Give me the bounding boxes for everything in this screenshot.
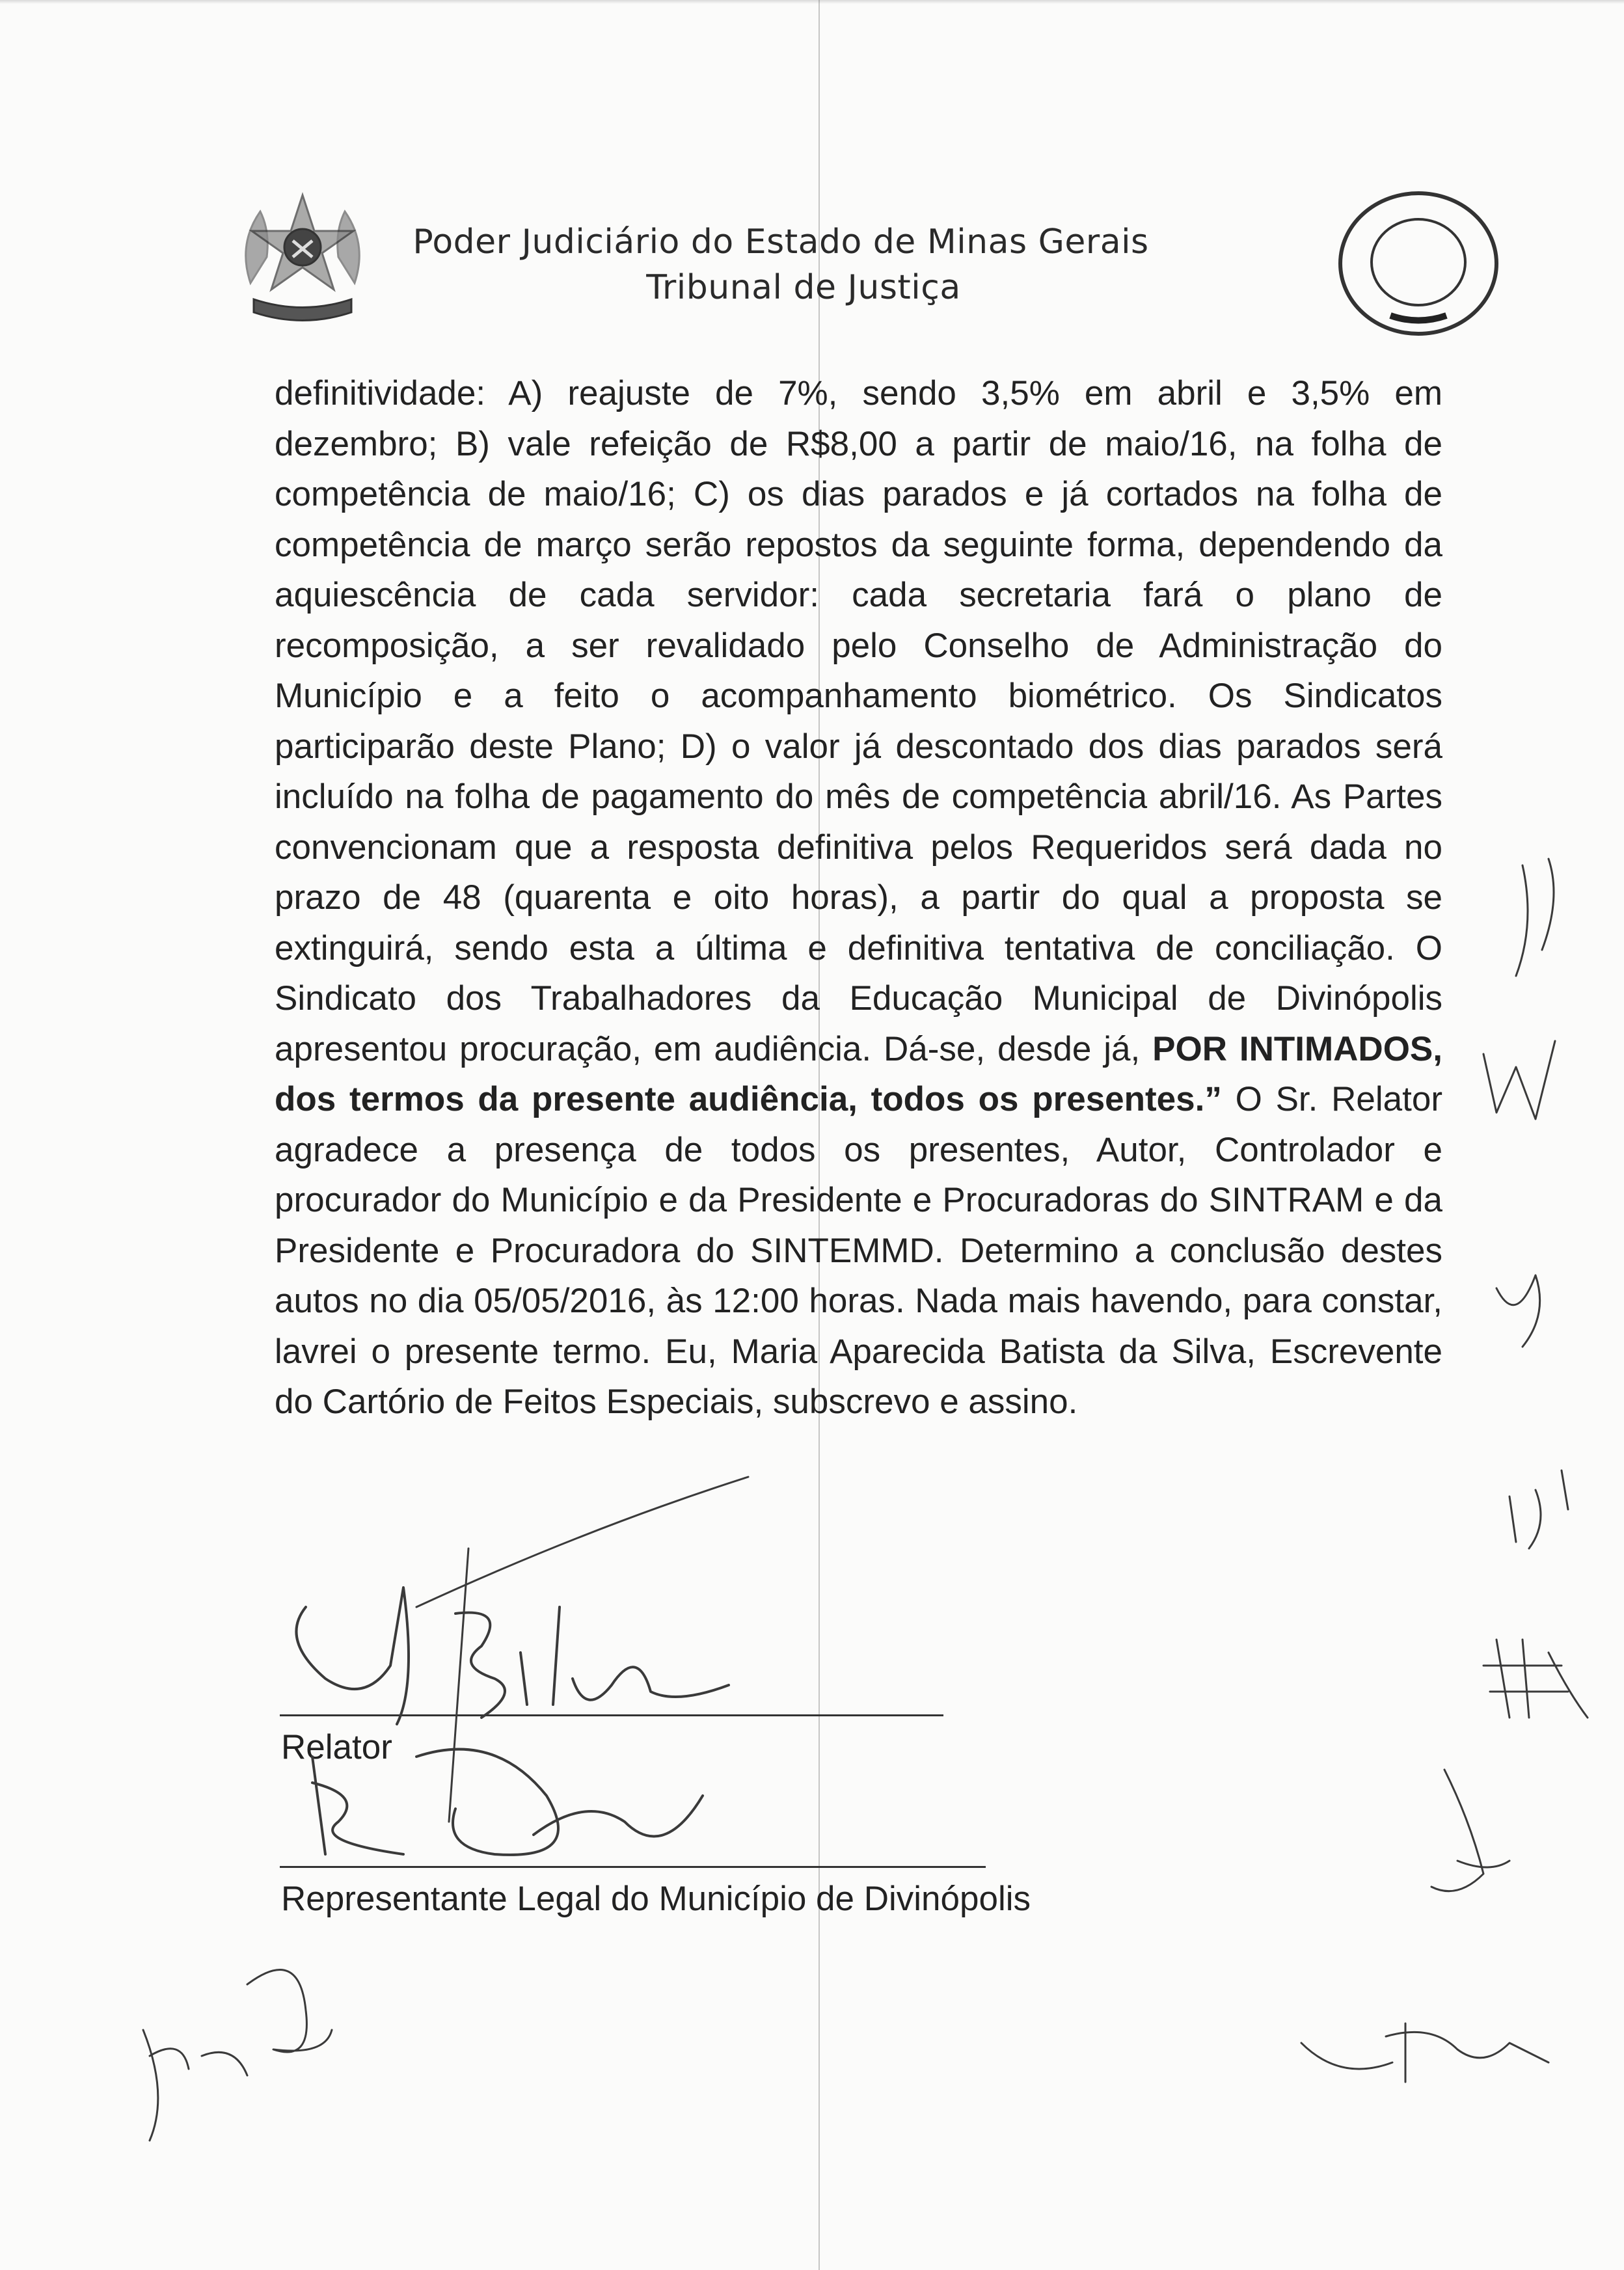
org-name: Poder Judiciário do Estado de Minas Gerais xyxy=(413,223,1149,262)
margin-initials-8 xyxy=(143,1970,332,2141)
margin-initials-2 xyxy=(1483,1041,1555,1119)
margin-initials-5 xyxy=(1483,1640,1588,1718)
relator-signature xyxy=(296,1588,729,1724)
body-text-closing: O Sr. Relator agradece a presença de todos os presentes, Autor, Controlador e procurador do Município e da Presidente e Procuradoras do SINTRAM e da Presidente e Procuradora do SINTEMMD. Determino a conclusão destes autos no dia 05/05/2016, às 12:00 horas. Nada mais havendo, para constar, lavrei o presente termo. Eu, Maria Aparecida Batista da Silva, Escrevente do Cartório de Feitos Especiais, subscrevo e assino. xyxy=(275,1080,1442,1421)
margin-initials-3 xyxy=(1496,1275,1540,1347)
margin-initials-7 xyxy=(1301,2023,1549,2082)
body-text-bold: POR INTIMADOS, dos termos da presente audiência, todos os presentes.” xyxy=(275,1029,1442,1118)
municipio-signature xyxy=(312,1750,703,1855)
municipio-label: Representante Legal do Município de Divinópolis xyxy=(281,1880,1031,1918)
margin-initials-1 xyxy=(1516,859,1554,976)
relator-label: Relator xyxy=(281,1728,392,1766)
court-name: Tribunal de Justiça xyxy=(646,268,961,307)
margin-initials-4 xyxy=(1509,1470,1568,1548)
margin-initials-6 xyxy=(1431,1770,1509,1891)
body-text-main: definitividade: A) reajuste de 7%, sendo 3,5% em abril e 3,5% em dezembro; B) vale refeição de R$8,00 a partir de maio/16, na folha de competência de maio/16; C) os dias parados e já cortados na folha de competência de março serão repostos da seguinte forma, dependendo da aquiescência de cada servidor: cada secretaria fará o plano de recomposição, a ser revalidado pelo Conselho de Administração do Município e a feito o acompanhamento biométrico. Os Sindicatos participarão deste Plano; D) o valor já descontado dos dias parados será incluído na folha de pagamento do mês de competência abril/16. As Partes convencionam que a resposta definitiva pelos Requeridos será dada no prazo de 48 (quarenta e oito horas), a partir do qual a proposta se extinguirá, sendo esta a última e definitiva tentativa de conciliação. O Sindicato dos Trabalhadores da Educação Municipal de Divinópolis apresentou procuração, em audiência. Dá-se, desde já, xyxy=(275,374,1442,1068)
